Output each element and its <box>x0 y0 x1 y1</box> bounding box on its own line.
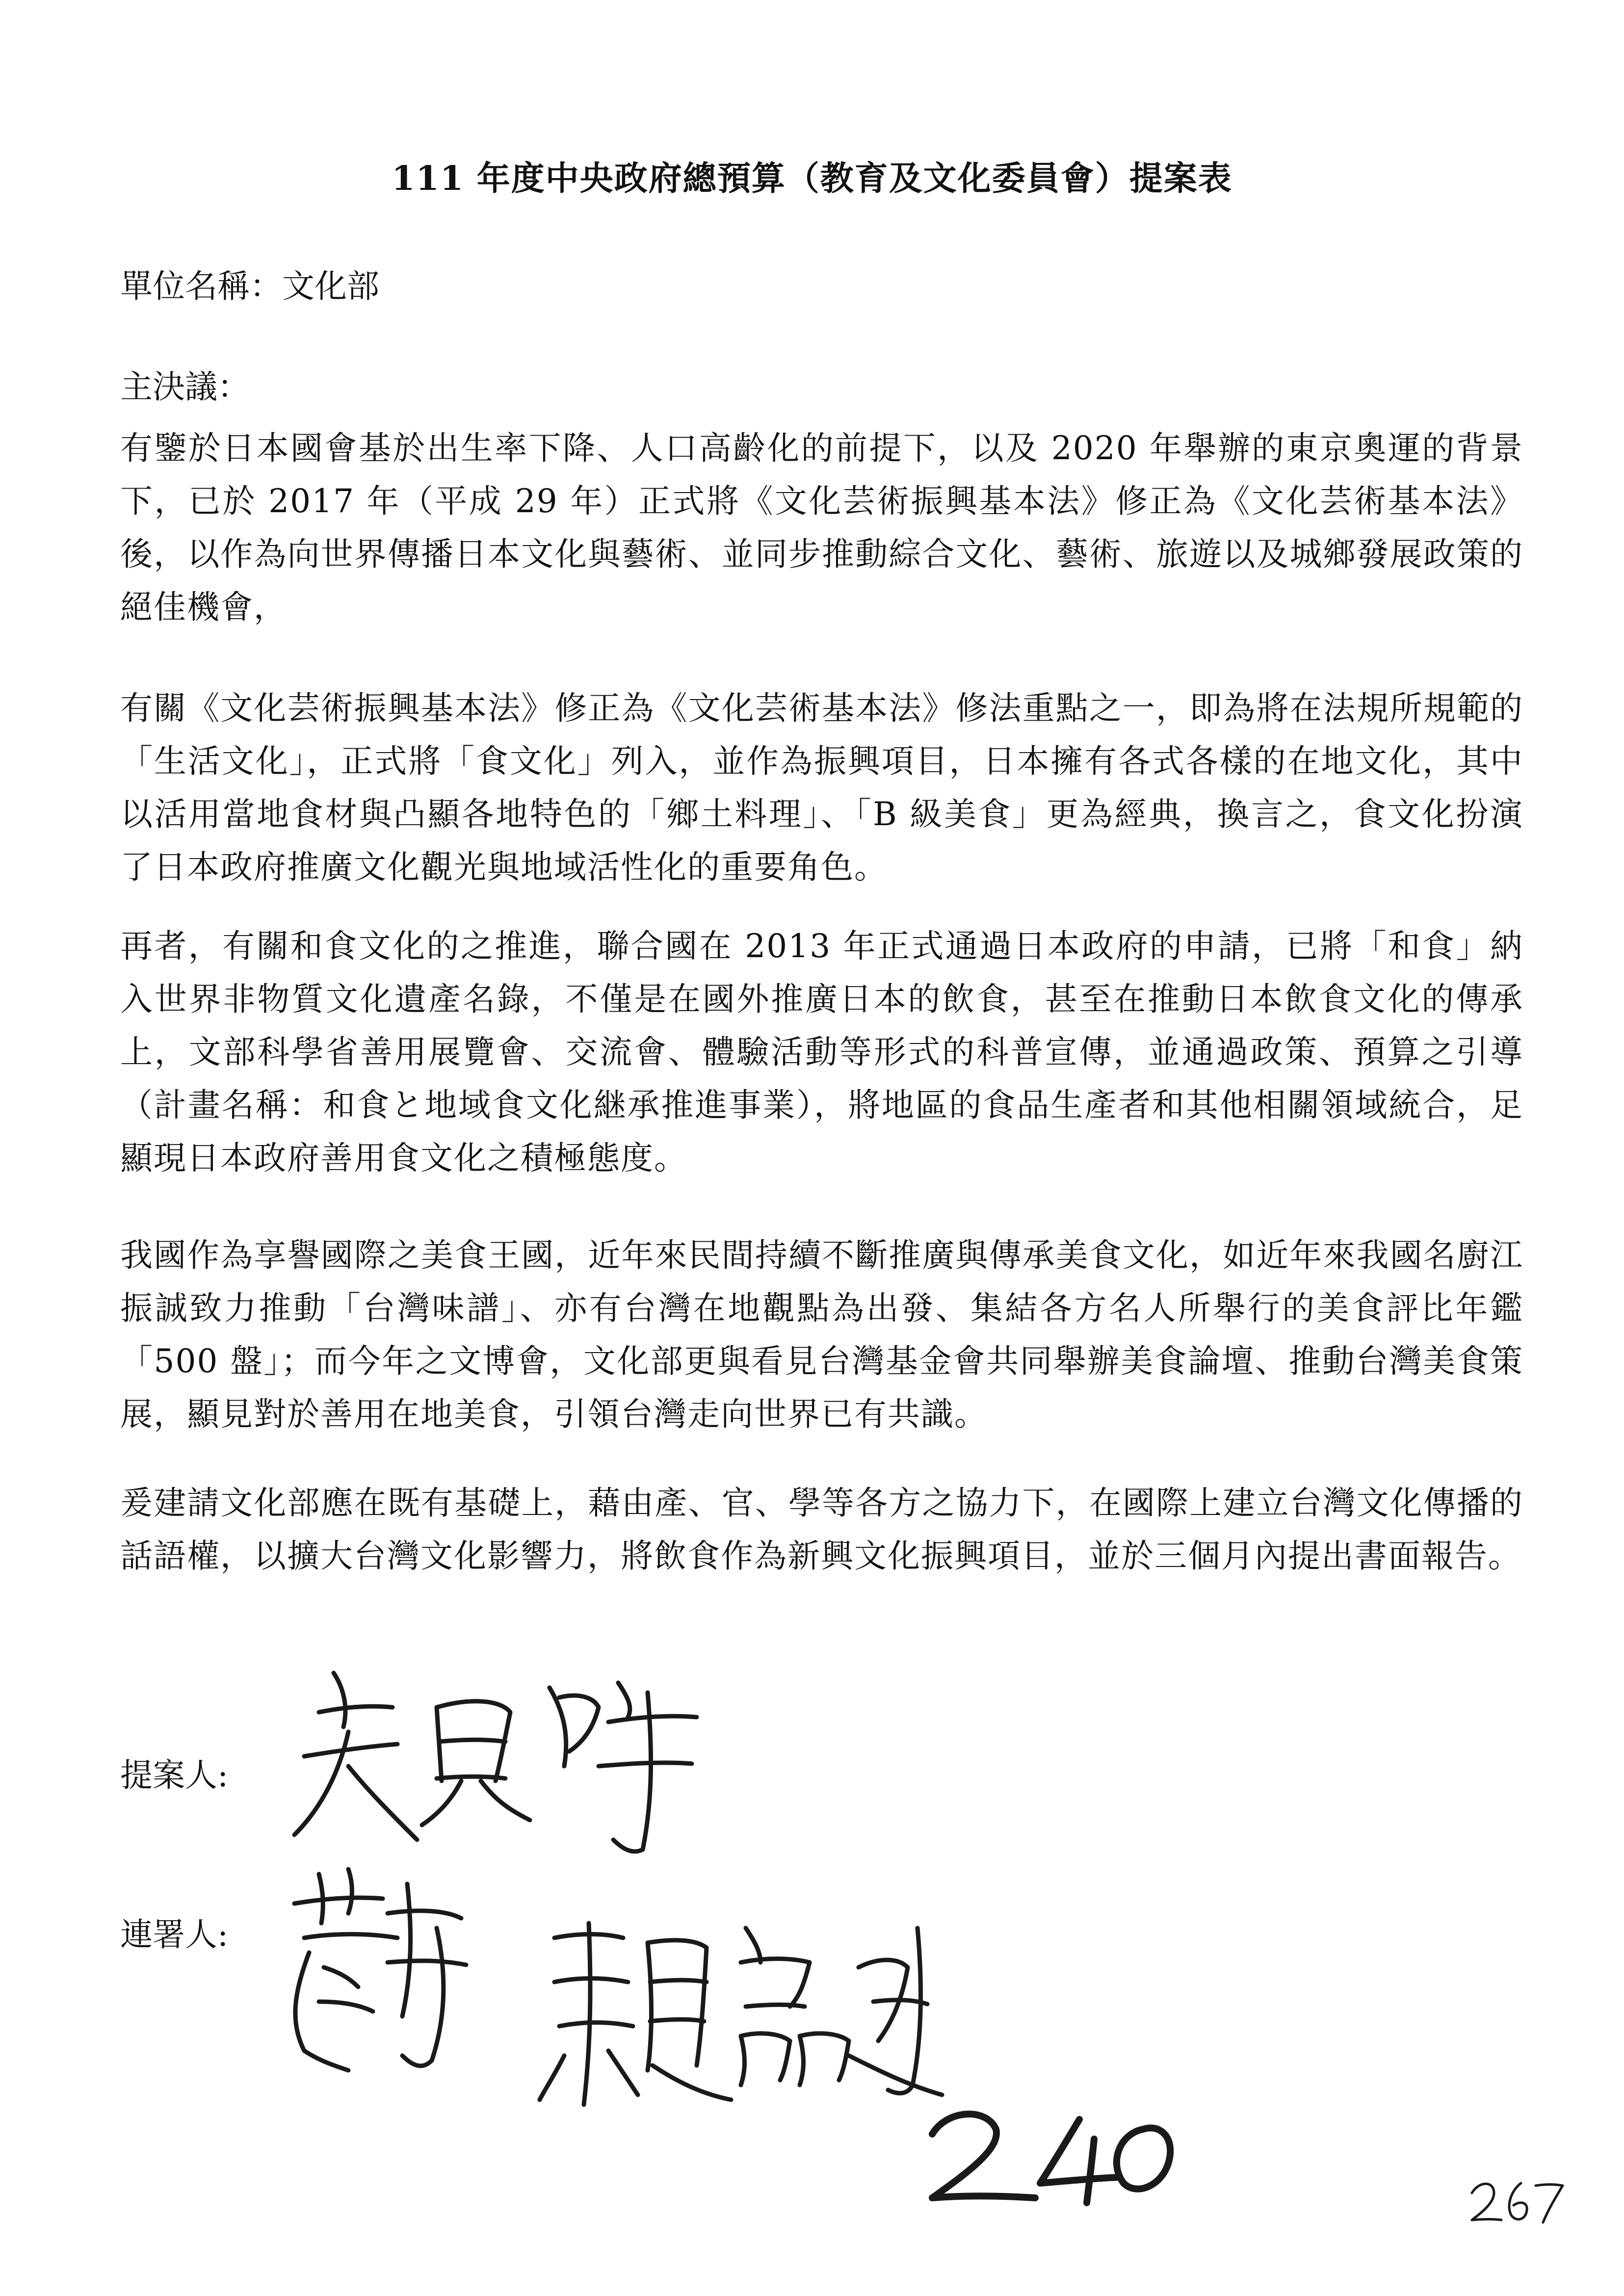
unit-name: 單位名稱：文化部 <box>120 267 379 305</box>
paragraph-1: 有鑒於日本國會基於出生率下降、人口高齡化的前提下，以及 2020 年舉辦的東京奧運的背景下，已於 2017 年（平成 29 年）正式將《文化芸術振興基本法》修正為《文化芸術基本法》後，以作為向世界傳播日本文化與藝術、並同步推動綜合文化、藝術、旅遊以及城鄉發展政策的絕佳機會， <box>120 429 1523 626</box>
document-title: 111 年度中央政府總預算（教育及文化委員會）提案表 <box>392 159 1232 198</box>
paragraph-2: 有關《文化芸術振興基本法》修正為《文化芸術基本法》修法重點之一，即為將在法規所規範的「生活文化」，正式將「食文化」列入，並作為振興項目，日本擁有各式各樣的在地文化，其中以活用當地食材與凸顯各地特色的「鄉土料理」、「B 級美食」更為經典，換言之，食文化扮演了日本政府推廣文化觀光與地域活性化的重要角色。 <box>120 689 1523 886</box>
paragraph-4: 我國作為享譽國際之美食王國，近年來民間持續不斷推廣與傳承美食文化，如近年來我國名廚江振誠致力推動「台灣味譜」、亦有台灣在地觀點為出發、集結各方名人所舉行的美食評比年鑑「500 盤」；而今年之文博會，文化部更與看見台灣基金會共同舉辦美食論壇、推動台灣美食策展，顯見對於善用在地美食，引領台灣走向世界已有共識。 <box>120 1236 1523 1433</box>
paragraph-3: 再者，有關和食文化的之推進，聯合國在 2013 年正式通過日本政府的申請，已將「和食」納入世界非物質文化遺產名錄，不僅是在國外推廣日本的飲食，甚至在推動日本飲食文化的傳承上，文部科學省善用展覽會、交流會、體驗活動等形式的科普宣傳，並通過政策、預算之引導（計畫名稱：和食と地域食文化継承推進事業），將地區的食品生產者和其他相關領域統合，足顯現日本政府善用食文化之積極態度。 <box>120 927 1523 1177</box>
cosigner-signature-1 <box>275 1854 481 2129</box>
cosigner-label: 連署人: <box>120 1916 229 1954</box>
paragraph-5: 爰建請文化部應在既有基礎上，藉由產、官、學等各方之協力下，在國際上建立台灣文化傳播的話語權，以擴大台灣文化影響力，將飲食作為新興文化振興項目，並於三個月內提出書面報告。 <box>120 1484 1523 1575</box>
main-resolution-label: 主決議： <box>120 368 250 406</box>
cosigner-signature-2 <box>535 1908 957 2134</box>
page-number-handwritten <box>1467 2168 1565 2227</box>
proposer-label: 提案人: <box>120 1756 229 1794</box>
handwritten-number <box>922 2100 1178 2213</box>
proposer-signature <box>275 1653 765 1859</box>
